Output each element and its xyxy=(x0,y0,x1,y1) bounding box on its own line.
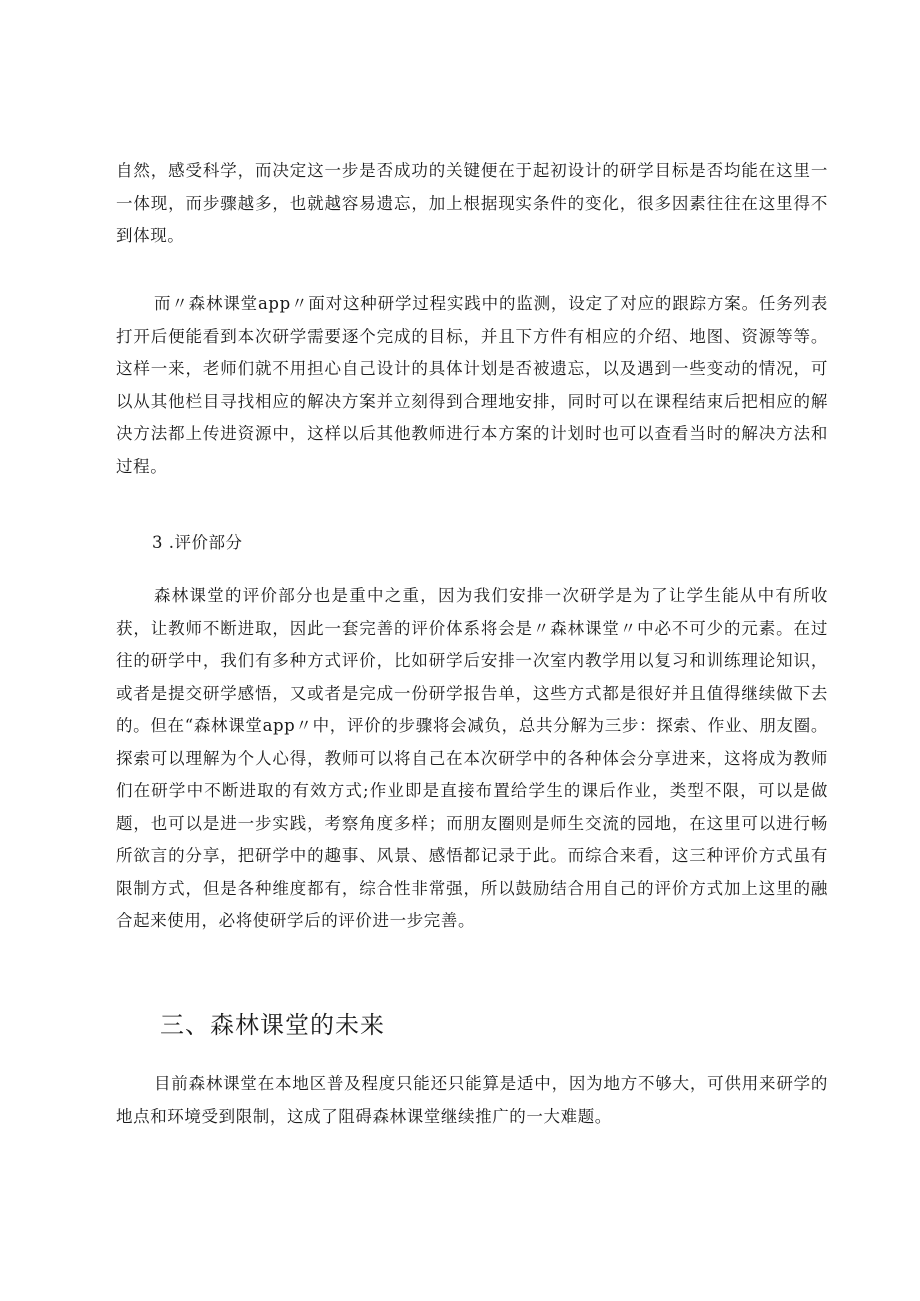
paragraph-future: 目前森林课堂在本地区普及程度只能还只能算是适中，因为地方不够大，可供用来研学的地点和环境受到限制，这成了阻碍森林课堂继续推广的一大难题。 xyxy=(116,1074,828,1126)
paragraph-continuation: 自然，感受科学，而决定这一步是否成功的关键便在于起初设计的研学目标是否均能在这里一一体现，而步骤越多，也就越容易遗忘，加上根据现实条件的变化，很多因素往往在这里得不到体现。 xyxy=(116,161,828,245)
section-heading-future: 三、森林课堂的未来 xyxy=(160,1011,385,1039)
paragraph-evaluation: 森林课堂的评价部分也是重中之重，因为我们安排一次研学是为了让学生能从中有所收获，让教师不断进取，因此一套完善的评价体系将会是〃森林课堂〃中必不可少的元素。在过往的研学中，我们有多种方式评价，比如研学后安排一次室内教学用以复习和训练理论知识，或者是提交研学感悟，又或者是完成一份研学报告单，这些方式都是很好并且值得继续做下去的。但在“森林课堂app〃中，评价的步骤将会减负，总共分解为三步：探索、作业、朋友圈。探索可以理解为个人心得，教师可以将自己在本次研学中的各种体会分享进来，这将成为教师们在研学中不断进取的有效方式;作业即是直接布置给学生的课后作业，类型不限，可以是做题，也可以是进一步实践，考察角度多样；而朋友圈则是师生交流的园地，在这里可以进行畅所欲言的分享，把研学中的趣事、风景、感悟都记录于此。而综合来看，这三种评价方式虽有限制方式，但是各种维度都有，综合性非常强，所以鼓励结合用自己的评价方式加上这里的融合起来使用，必将使研学后的评价进一步完善。 xyxy=(116,586,828,930)
paragraph-tracking-scheme: 而〃森林课堂app〃面对这种研学过程实践中的监测，设定了对应的跟踪方案。任务列表打开后便能看到本次研学需要逐个完成的目标，并且下方件有相应的介绍、地图、资源等等。这样一来，老师们就不用担心自己设计的具体计划是否被遗忘，以及遇到一些变动的情况，可以从其他栏目寻找相应的解决方案并立刻得到合理地安排，同时可以在课程结束后把相应的解决方法都上传进资源中，这样以后其他教师进行本方案的计划时也可以查看当时的解决方法和过程。 xyxy=(116,294,828,476)
subsection-heading-evaluation: 3 .评价部分 xyxy=(152,533,243,552)
